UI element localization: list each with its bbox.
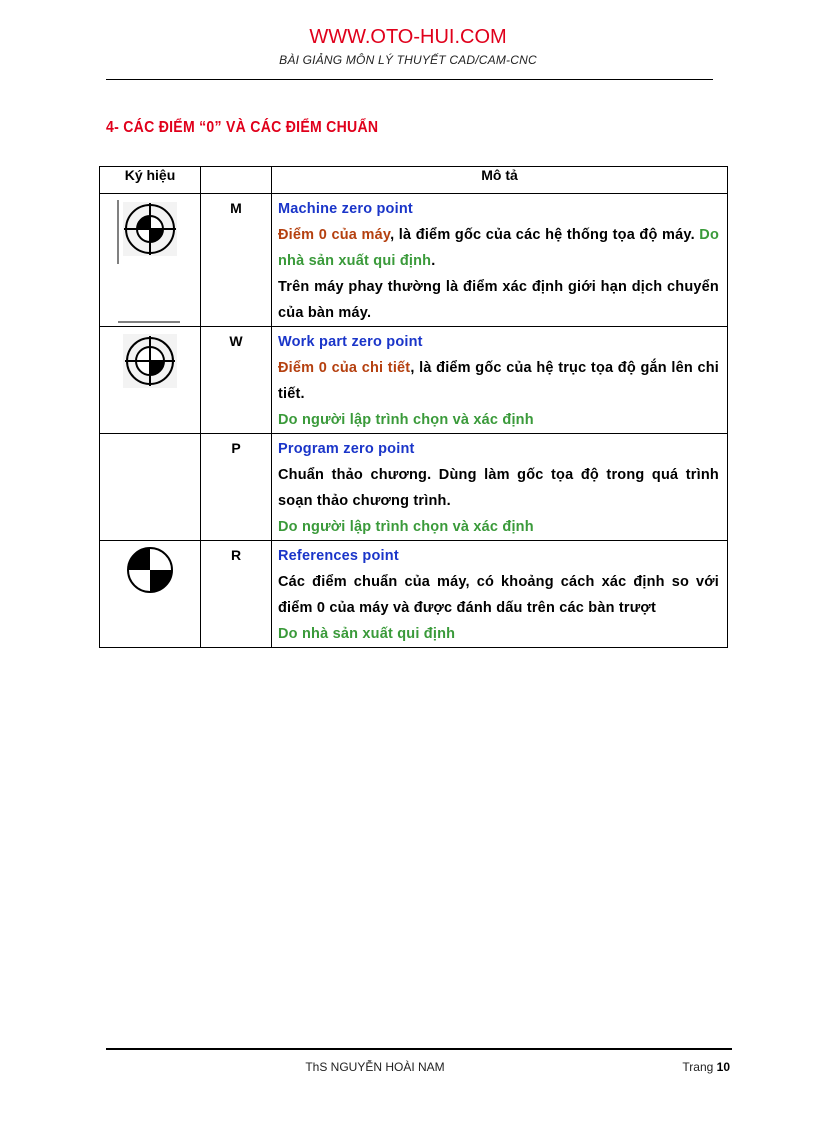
description-text: Các điểm chuẩn của máy, có khoảng cách xác định so với điểm 0 của máy và được đánh dấu trên các bàn trượt: [278, 574, 719, 616]
row-title: Machine zero point: [278, 201, 413, 217]
description-text: Chuẩn thảo chương. Dùng làm gốc tọa độ trong quá trình soạn thảo chương trình.: [278, 467, 719, 509]
page-number: 10: [716, 1060, 730, 1074]
description-text: , là điểm gốc của các hệ thống tọa độ máy.: [390, 227, 700, 243]
description-text: , là điểm gốc của hệ trục tọa độ gắn lên chi tiết.: [278, 360, 719, 402]
code-cell: W: [201, 327, 272, 434]
description-cell: [272, 434, 728, 541]
code-cell: M: [201, 194, 272, 327]
description-cell: [272, 541, 728, 648]
header-subtitle: BÀI GIẢNG MÔN LÝ THUYẾT CAD/CAM-CNC: [279, 53, 537, 67]
code-cell: R: [201, 541, 272, 648]
symbol-cell: [100, 541, 201, 648]
workpiece-zero-icon: [120, 331, 180, 391]
footer-page: [682, 1060, 730, 1074]
header-symbol: Ký hiệu: [100, 167, 201, 194]
origin-note: Do nhà sản xuất qui định: [278, 227, 720, 269]
footer-author: ThS NGUYỄN HOÀI NAM: [305, 1060, 445, 1074]
description-cell: [272, 194, 728, 327]
symbol-cell: [100, 327, 201, 434]
table-header-row: [100, 167, 728, 194]
header-description: Mô tả: [272, 167, 728, 194]
symbol-cell: [100, 434, 201, 541]
row-title: Work part zero point: [278, 334, 423, 350]
machine-zero-icon: [100, 194, 182, 325]
table-row: [100, 327, 728, 434]
header-empty: [201, 167, 272, 194]
highlight-term: Điểm 0 của chi tiết: [278, 360, 411, 376]
code-cell: P: [201, 434, 272, 541]
zero-points-table: [99, 166, 728, 648]
reference-point-icon: [125, 545, 175, 595]
table-row: [100, 541, 728, 648]
header-divider: [106, 79, 713, 80]
table-row: [100, 194, 728, 327]
origin-note: Do người lập trình chọn và xác định: [278, 519, 534, 535]
table-row: [100, 434, 728, 541]
page-label: Trang: [682, 1060, 714, 1074]
highlight-term: Điểm 0 của máy: [278, 227, 391, 243]
row-title: Program zero point: [278, 441, 415, 457]
description-text: Trên máy phay thường là điểm xác định giới hạn dịch chuyển của bàn máy.: [278, 279, 719, 321]
footer-divider: [106, 1048, 732, 1050]
section-title: 4- CÁC ĐIỂM “0” VÀ CÁC ĐIỂM CHUẨN: [106, 119, 379, 136]
header-url: WWW.OTO-HUI.COM: [309, 26, 507, 48]
punctuation: .: [431, 253, 436, 269]
symbol-cell: [100, 194, 201, 327]
origin-note: Do nhà sản xuất qui định: [278, 626, 456, 642]
row-title: References point: [278, 548, 399, 564]
origin-note: Do người lập trình chọn và xác định: [278, 412, 534, 428]
description-cell: [272, 327, 728, 434]
